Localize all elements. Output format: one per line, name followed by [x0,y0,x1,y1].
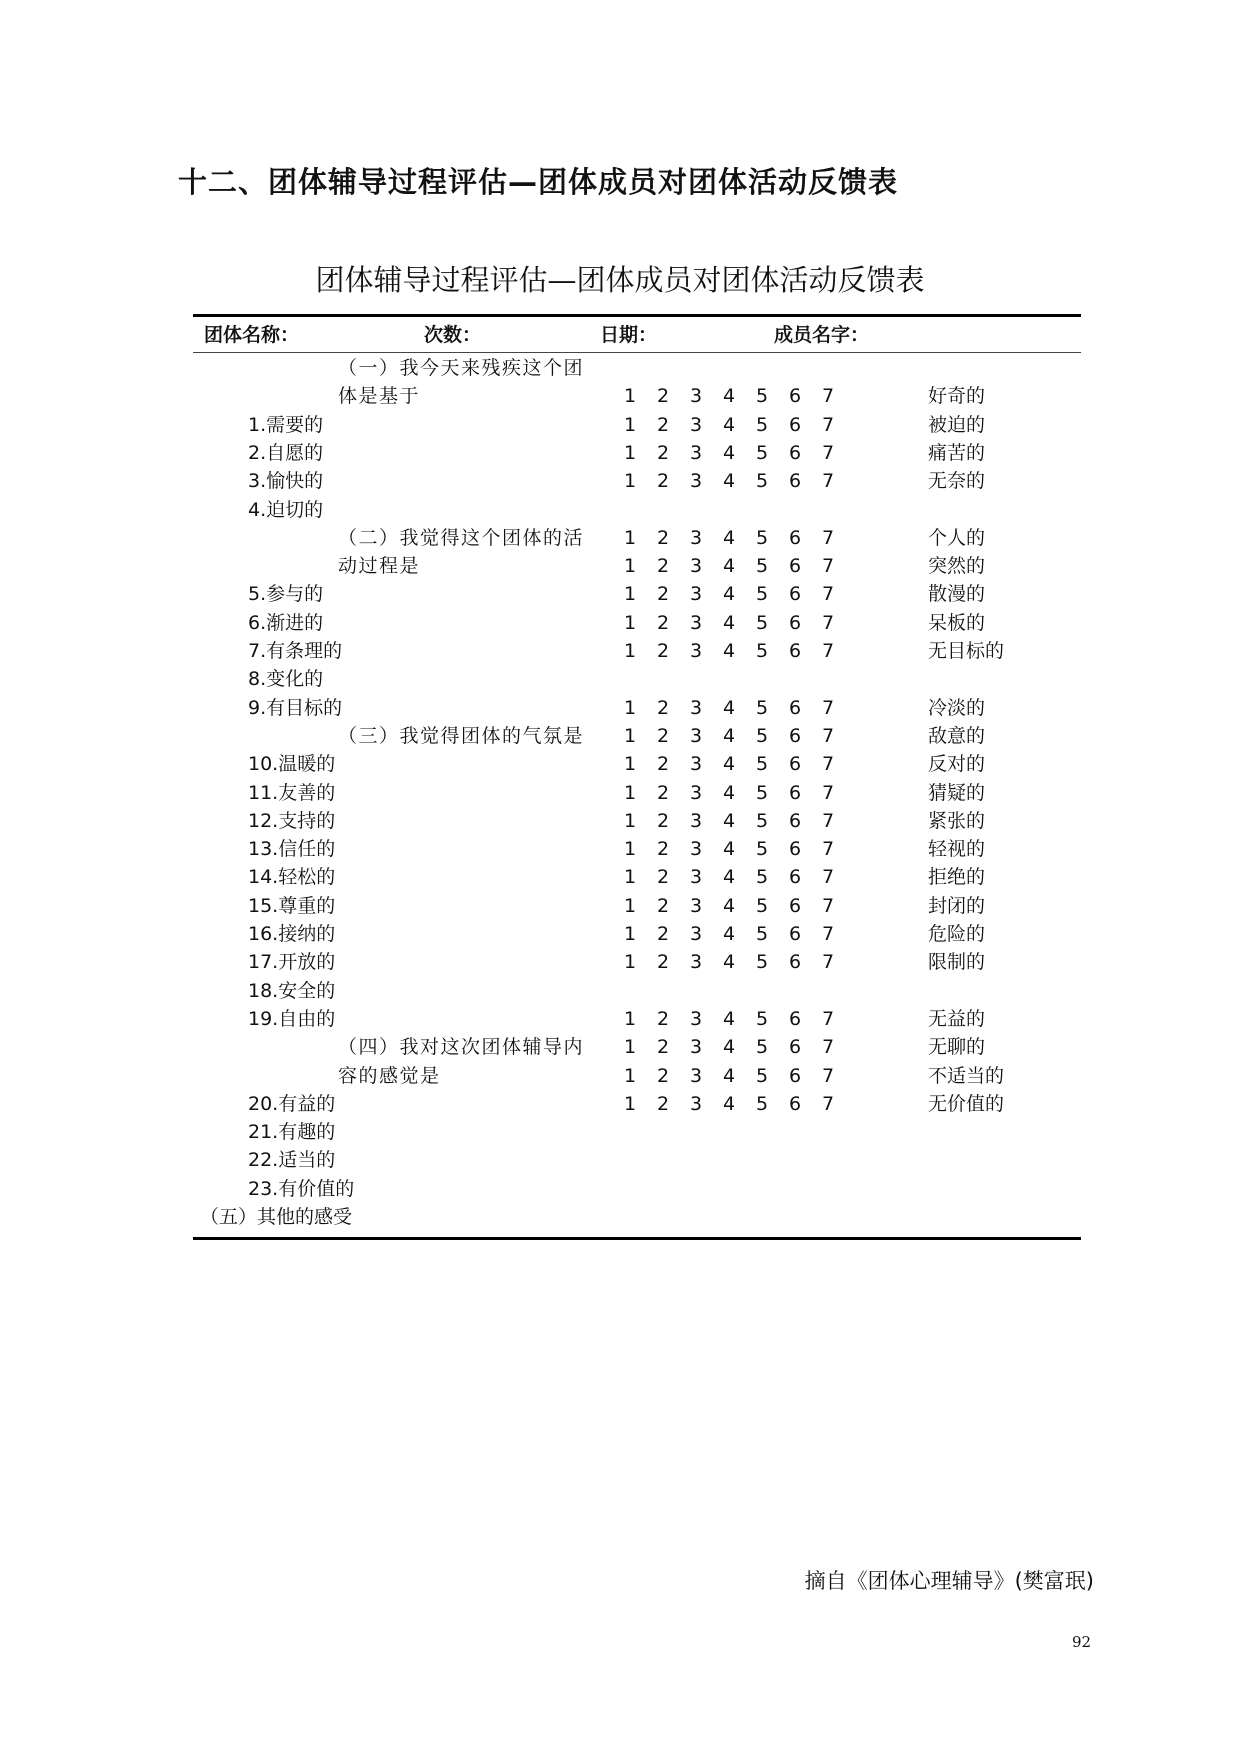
negative-label: 拒绝的 [928,866,986,889]
negative-label: 敌意的 [928,724,986,747]
table-row [0,665,1240,693]
scale-option-3[interactable]: 3 [689,894,703,917]
scale-option-2[interactable]: 2 [656,809,670,832]
scale-option-1[interactable]: 1 [623,809,637,832]
scale-option-1[interactable]: 1 [623,894,637,917]
table-row [0,948,1240,976]
scale-option-3[interactable]: 3 [689,923,703,945]
scale-option-1[interactable]: 1 [623,555,637,578]
section-prompt: 容的感觉是 [338,1064,441,1087]
scale-option-6[interactable]: 6 [788,696,802,719]
table-row [0,552,1240,580]
scale-option-3[interactable]: 3 [689,866,703,889]
scale-option-4[interactable]: 4 [722,385,736,408]
negative-label: 猜疑的 [928,781,986,804]
page-heading: 十二、团体辅导过程评估—团体成员对团体活动反馈表 [178,165,899,199]
scale-option-3[interactable]: 3 [689,951,703,974]
scale-option-1[interactable]: 1 [623,526,637,549]
scale-option-5[interactable]: 5 [755,470,769,493]
scale-option-2[interactable]: 2 [656,1036,670,1059]
table-row [0,382,1240,410]
section-prompt: （二）我觉得这个团体的活 [338,526,585,549]
positive-label: 23.有价值的 [248,1177,355,1200]
positive-label: 17.开放的 [248,951,336,974]
scale-option-3[interactable]: 3 [689,611,703,634]
table-bottom-rule [193,1237,1081,1240]
scale-option-4[interactable]: 4 [722,1007,736,1030]
section-prompt: （一）我今天来残疾这个团 [338,357,585,379]
table-row [0,1005,1240,1033]
scale-option-7[interactable]: 7 [821,894,835,917]
scale-option-1[interactable]: 1 [623,781,637,804]
scale-option-4[interactable]: 4 [722,1092,736,1115]
scale-option-4[interactable]: 4 [722,413,736,436]
scale-option-2[interactable]: 2 [656,894,670,917]
scale-option-7[interactable]: 7 [821,385,835,408]
form-title: 团体辅导过程评估—团体成员对团体活动反馈表 [315,263,925,297]
scale-option-4[interactable]: 4 [722,526,736,549]
scale-option-6[interactable]: 6 [788,951,802,974]
scale-option-1[interactable]: 1 [623,753,637,776]
scale-option-3[interactable]: 3 [689,1036,703,1059]
scale-option-5[interactable]: 5 [755,583,769,606]
scale-option-5[interactable]: 5 [755,724,769,747]
positive-label: 10.温暖的 [248,753,336,776]
negative-label: 个人的 [928,526,986,549]
scale-option-4[interactable]: 4 [722,470,736,493]
negative-label: 散漫的 [928,583,986,606]
scale-option-5[interactable]: 5 [755,1007,769,1030]
positive-label: 20.有益的 [248,1092,336,1115]
scale-option-4[interactable]: 4 [722,951,736,974]
scale-option-3[interactable]: 3 [689,724,703,747]
positive-label: 8.变化的 [248,668,324,691]
scale-option-7[interactable]: 7 [821,866,835,889]
positive-label: 12.支持的 [248,809,336,832]
scale-option-4[interactable]: 4 [722,753,736,776]
scale-option-6[interactable]: 6 [788,1092,802,1115]
table-row [0,411,1240,439]
scale-option-2[interactable]: 2 [656,611,670,634]
scale-option-7[interactable]: 7 [821,696,835,719]
negative-label: 轻视的 [928,838,986,861]
scale-option-1[interactable]: 1 [623,1036,637,1059]
scale-option-1[interactable]: 1 [623,1007,637,1030]
scale-option-4[interactable]: 4 [722,441,736,464]
scale-option-3[interactable]: 3 [689,838,703,861]
scale-option-1[interactable]: 1 [623,611,637,634]
scale-option-5[interactable]: 5 [755,385,769,408]
scale-option-1[interactable]: 1 [623,951,637,974]
section-prompt: （三）我觉得团体的气氛是 [338,724,585,747]
scale-option-5[interactable]: 5 [755,838,769,861]
scale-option-5[interactable]: 5 [755,1036,769,1059]
scale-option-1[interactable]: 1 [623,583,637,606]
table-row [0,354,1240,382]
scale-option-6[interactable]: 6 [788,583,802,606]
scale-option-5[interactable]: 5 [755,923,769,945]
scale-option-6[interactable]: 6 [788,781,802,804]
table-row [0,1062,1240,1090]
positive-label: 15.尊重的 [248,894,336,917]
scale-option-2[interactable]: 2 [656,923,670,945]
scale-option-6[interactable]: 6 [788,866,802,889]
scale-option-7[interactable]: 7 [821,809,835,832]
scale-option-6[interactable]: 6 [788,894,802,917]
scale-option-6[interactable]: 6 [788,1007,802,1030]
scale-option-4[interactable]: 4 [722,724,736,747]
scale-option-3[interactable]: 3 [689,809,703,832]
scale-option-7[interactable]: 7 [821,583,835,606]
scale-option-2[interactable]: 2 [656,781,670,804]
scale-option-5[interactable]: 5 [755,611,769,634]
positive-label: 9.有目标的 [248,696,343,719]
scale-option-7[interactable]: 7 [821,1092,835,1115]
table-row [0,863,1240,891]
negative-label: 紧张的 [928,809,986,832]
scale-option-7[interactable]: 7 [821,413,835,436]
scale-option-3[interactable]: 3 [689,781,703,804]
scale-option-4[interactable]: 4 [722,1036,736,1059]
scale-option-7[interactable]: 7 [821,1036,835,1059]
positive-label: 11.友善的 [248,781,336,804]
scale-option-6[interactable]: 6 [788,724,802,747]
scale-option-2[interactable]: 2 [656,866,670,889]
scale-option-6[interactable]: 6 [788,753,802,776]
negative-label: 封闭的 [928,894,986,917]
scale-option-5[interactable]: 5 [755,555,769,578]
negative-label: 无目标的 [928,640,1005,662]
scale-option-6[interactable]: 6 [788,1036,802,1059]
table-row [0,750,1240,778]
header-session: 次数： [424,324,482,346]
scale-option-1[interactable]: 1 [623,441,637,464]
table-row [0,694,1240,722]
scale-option-7[interactable]: 7 [821,526,835,549]
scale-option-1[interactable]: 1 [623,838,637,861]
table-row [0,892,1240,920]
scale-option-2[interactable]: 2 [656,1064,670,1087]
scale-option-2[interactable]: 2 [656,724,670,747]
scale-option-5[interactable]: 5 [755,866,769,889]
scale-option-3[interactable]: 3 [689,1007,703,1030]
scale-option-3[interactable]: 3 [689,555,703,578]
scale-option-2[interactable]: 2 [656,583,670,606]
negative-label: 无益的 [928,1007,986,1030]
page-number: 92 [1072,1633,1092,1651]
negative-label: 冷淡的 [928,696,986,719]
scale-option-6[interactable]: 6 [788,441,802,464]
scale-option-4[interactable]: 4 [722,809,736,832]
header-group-name: 团体名称： [204,324,300,346]
scale-option-2[interactable]: 2 [656,1007,670,1030]
table-row [0,1118,1240,1146]
scale-option-5[interactable]: 5 [755,526,769,549]
table-row [0,1146,1240,1174]
scale-option-2[interactable]: 2 [656,640,670,662]
scale-option-6[interactable]: 6 [788,555,802,578]
scale-option-5[interactable]: 5 [755,640,769,662]
table-row [0,637,1240,665]
scale-option-2[interactable]: 2 [656,526,670,549]
positive-label: 18.安全的 [248,979,336,1002]
scale-option-6[interactable]: 6 [788,640,802,662]
scale-option-4[interactable]: 4 [722,611,736,634]
negative-label: 被迫的 [928,413,986,436]
scale-option-2[interactable]: 2 [656,838,670,861]
scale-option-7[interactable]: 7 [821,611,835,634]
scale-option-3[interactable]: 3 [689,753,703,776]
scale-option-7[interactable]: 7 [821,923,835,945]
scale-option-5[interactable]: 5 [755,1064,769,1087]
scale-option-1[interactable]: 1 [623,1064,637,1087]
scale-option-5[interactable]: 5 [755,413,769,436]
table-row [0,920,1240,948]
scale-option-4[interactable]: 4 [722,640,736,662]
scale-option-2[interactable]: 2 [656,753,670,776]
negative-label: 无聊的 [928,1036,986,1059]
scale-option-5[interactable]: 5 [755,809,769,832]
negative-label: 好奇的 [928,385,986,408]
table-row [0,1090,1240,1118]
scale-option-4[interactable]: 4 [722,1064,736,1087]
source-citation: 摘自《团体心理辅导》(樊富珉) [804,1569,1094,1593]
scale-option-3[interactable]: 3 [689,583,703,606]
scale-option-3[interactable]: 3 [689,640,703,662]
scale-option-4[interactable]: 4 [722,696,736,719]
positive-label: 21.有趣的 [248,1121,336,1144]
scale-option-7[interactable]: 7 [821,724,835,747]
scale-option-3[interactable]: 3 [689,1092,703,1115]
table-row [0,1033,1240,1061]
scale-option-7[interactable]: 7 [821,640,835,662]
table-row [0,835,1240,863]
scale-option-7[interactable]: 7 [821,1064,835,1087]
scale-option-7[interactable]: 7 [821,951,835,974]
scale-option-1[interactable]: 1 [623,1092,637,1115]
positive-label: 3.愉快的 [248,470,324,493]
scale-option-5[interactable]: 5 [755,781,769,804]
section-prompt: 体是基于 [338,385,421,408]
scale-option-7[interactable]: 7 [821,441,835,464]
scale-option-1[interactable]: 1 [623,866,637,889]
scale-option-4[interactable]: 4 [722,781,736,804]
scale-option-7[interactable]: 7 [821,470,835,493]
header-date: 日期： [600,324,658,346]
positive-label: 2.自愿的 [248,441,324,464]
scale-option-6[interactable]: 6 [788,809,802,832]
scale-option-2[interactable]: 2 [656,413,670,436]
scale-option-1[interactable]: 1 [623,470,637,493]
scale-option-3[interactable]: 3 [689,696,703,719]
scale-option-3[interactable]: 3 [689,526,703,549]
scale-option-1[interactable]: 1 [623,696,637,719]
table-row [0,807,1240,835]
positive-label: 22.适当的 [248,1149,336,1172]
scale-option-6[interactable]: 6 [788,385,802,408]
scale-option-1[interactable]: 1 [623,923,637,945]
positive-label: 6.渐进的 [248,611,324,634]
positive-label: 19.自由的 [248,1007,336,1030]
table-row [0,1175,1240,1203]
table-row [0,722,1240,750]
scale-option-2[interactable]: 2 [656,951,670,974]
scale-option-3[interactable]: 3 [689,441,703,464]
negative-label: 痛苦的 [928,441,986,464]
scale-option-4[interactable]: 4 [722,555,736,578]
negative-label: 不适当的 [928,1064,1005,1087]
negative-label: 无奈的 [928,470,986,493]
scale-option-3[interactable]: 3 [689,385,703,408]
section-prompt: （四）我对这次团体辅导内 [338,1036,585,1059]
table-row [0,467,1240,495]
positive-label: （五）其他的感受 [200,1206,353,1228]
table-row [0,439,1240,467]
scale-option-5[interactable]: 5 [755,951,769,974]
table-row [0,977,1240,1005]
scale-option-6[interactable]: 6 [788,413,802,436]
negative-label: 突然的 [928,555,986,578]
scale-option-6[interactable]: 6 [788,526,802,549]
scale-option-2[interactable]: 2 [656,555,670,578]
negative-label: 呆板的 [928,611,986,634]
scale-option-7[interactable]: 7 [821,838,835,861]
scale-option-6[interactable]: 6 [788,470,802,493]
table-row [0,779,1240,807]
scale-option-2[interactable]: 2 [656,696,670,719]
scale-option-5[interactable]: 5 [755,441,769,464]
scale-option-3[interactable]: 3 [689,413,703,436]
positive-label: 14.轻松的 [248,866,336,889]
scale-option-6[interactable]: 6 [788,611,802,634]
scale-option-2[interactable]: 2 [656,1092,670,1115]
positive-label: 1.需要的 [248,413,324,436]
scale-option-7[interactable]: 7 [821,555,835,578]
table-row [0,524,1240,552]
scale-option-2[interactable]: 2 [656,385,670,408]
table-row [0,496,1240,524]
scale-option-7[interactable]: 7 [821,753,835,776]
scale-option-3[interactable]: 3 [689,470,703,493]
scale-option-1[interactable]: 1 [623,413,637,436]
scale-option-6[interactable]: 6 [788,923,802,945]
scale-option-7[interactable]: 7 [821,781,835,804]
scale-option-4[interactable]: 4 [722,838,736,861]
scale-option-2[interactable]: 2 [656,470,670,493]
table-row [0,609,1240,637]
scale-option-5[interactable]: 5 [755,1092,769,1115]
scale-option-5[interactable]: 5 [755,696,769,719]
scale-option-3[interactable]: 3 [689,1064,703,1087]
negative-label: 无价值的 [928,1092,1005,1115]
scale-option-5[interactable]: 5 [755,894,769,917]
scale-option-4[interactable]: 4 [722,866,736,889]
positive-label: 5.参与的 [248,583,324,606]
scale-option-1[interactable]: 1 [623,385,637,408]
scale-option-6[interactable]: 6 [788,838,802,861]
positive-label: 16.接纳的 [248,923,336,945]
scale-option-2[interactable]: 2 [656,441,670,464]
scale-option-6[interactable]: 6 [788,1064,802,1087]
positive-label: 4.迫切的 [248,498,324,521]
scale-option-1[interactable]: 1 [623,724,637,747]
negative-label: 限制的 [928,951,986,974]
positive-label: 7.有条理的 [248,640,343,662]
negative-label: 反对的 [928,753,986,776]
scale-option-5[interactable]: 5 [755,753,769,776]
table-row [0,580,1240,608]
scale-option-4[interactable]: 4 [722,583,736,606]
section-prompt: 动过程是 [338,555,421,578]
scale-option-4[interactable]: 4 [722,894,736,917]
scale-option-7[interactable]: 7 [821,1007,835,1030]
positive-label: 13.信任的 [248,838,336,861]
scale-option-1[interactable]: 1 [623,640,637,662]
table-row [0,1203,1240,1231]
negative-label: 危险的 [928,923,986,945]
scale-option-4[interactable]: 4 [722,923,736,945]
header-member-name: 成员名字： [774,324,870,346]
